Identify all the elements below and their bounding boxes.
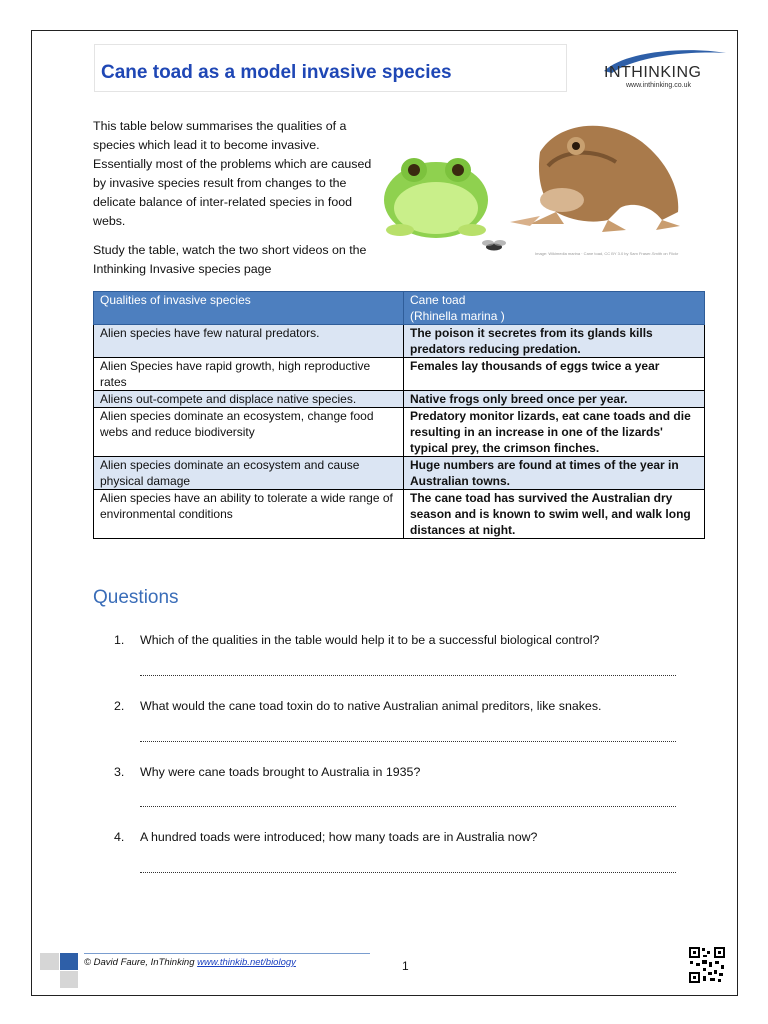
cane-toad-cell: Females lay thousands of eggs twice a year bbox=[404, 358, 705, 391]
question-number: 1. bbox=[114, 633, 125, 647]
invasive-qualities-table bbox=[93, 291, 705, 539]
quality-cell: Alien species dominate an ecosystem and cause physical damage bbox=[94, 457, 404, 490]
question-text: A hundred toads were introduced; how many toads are in Australia now? bbox=[140, 830, 538, 844]
question-number: 4. bbox=[114, 830, 125, 844]
quality-cell: Alien species have an ability to tolerate a wide range of environmental conditions bbox=[94, 490, 404, 539]
footer-decor-square bbox=[40, 953, 59, 970]
table-row bbox=[94, 408, 705, 457]
table-row bbox=[94, 391, 705, 408]
thinkib-link[interactable]: www.thinkib.net/biology bbox=[197, 957, 296, 968]
cane-toad-cell: The cane toad has survived the Australian dry season and is known to swim well, and walk long distances at night. bbox=[404, 490, 705, 539]
questions-heading: Questions bbox=[93, 587, 179, 608]
intro-instructions: Study the table, watch the two short videos on the Inthinking Invasive species page bbox=[93, 243, 367, 276]
table-header-qualities: Qualities of invasive species bbox=[94, 292, 404, 325]
answer-line[interactable] bbox=[140, 740, 676, 742]
footer-copyright bbox=[84, 957, 296, 968]
table-row bbox=[94, 358, 705, 391]
page-number: 1 bbox=[402, 959, 409, 973]
footer-decor-square bbox=[60, 953, 78, 970]
copyright-text: © David Faure, InThinking bbox=[84, 957, 195, 968]
answer-line[interactable] bbox=[140, 674, 676, 676]
cane-toad-cell: Predatory monitor lizards, eat cane toads and die resulting in an increase in one of the lizards' typical prey, the crimson finches. bbox=[404, 408, 705, 457]
question-number: 3. bbox=[114, 765, 125, 779]
question-number: 2. bbox=[114, 699, 125, 713]
table-header-cane-toad bbox=[404, 292, 705, 325]
answer-line[interactable] bbox=[140, 805, 676, 807]
question-text: What would the cane toad toxin do to native Australian animal preditors, like snakes. bbox=[140, 699, 602, 713]
logo-url: www.inthinking.co.uk bbox=[626, 82, 691, 89]
logo-wordmark: INTHINKING bbox=[604, 64, 702, 81]
question-text: Why were cane toads brought to Australia in 1935? bbox=[140, 765, 421, 779]
question-item bbox=[114, 830, 537, 844]
cane-toad-cell: Native frogs only breed once per year. bbox=[404, 391, 705, 408]
green-frog-icon bbox=[384, 158, 488, 238]
table-row bbox=[94, 325, 705, 358]
footer-divider bbox=[84, 953, 370, 954]
page-title: Cane toad as a model invasive species bbox=[101, 62, 452, 83]
header-cane-toad-title: Cane toad bbox=[410, 293, 466, 307]
table-header-row bbox=[94, 292, 705, 325]
footer-decor-square bbox=[60, 971, 78, 988]
question-text: Which of the qualities in the table would help it to be a successful biological control? bbox=[140, 633, 600, 647]
cane-toad-cell: Huge numbers are found at times of the year in Australian towns. bbox=[404, 457, 705, 490]
quality-cell: Alien Species have rapid growth, high reproductive rates bbox=[94, 358, 404, 391]
quality-cell: Aliens out-compete and displace native species. bbox=[94, 391, 404, 408]
question-item bbox=[114, 699, 601, 713]
table-row bbox=[94, 457, 705, 490]
qr-code-icon bbox=[688, 946, 726, 984]
header-cane-toad-scientific: (Rhinella marina ) bbox=[410, 309, 505, 323]
quality-cell: Alien species have few natural predators. bbox=[94, 325, 404, 358]
table-row bbox=[94, 490, 705, 539]
title-box bbox=[94, 44, 567, 92]
answer-line[interactable] bbox=[140, 871, 676, 873]
cane-toad-cell: The poison it secretes from its glands kills predators reducing predation. bbox=[404, 325, 705, 358]
fly-icon bbox=[482, 240, 506, 251]
question-item bbox=[114, 633, 599, 647]
image-credit: Image: Wikimedia marina · Cane toad, CC BY 3.0 by Sam Fraser-Smith on Flickr bbox=[535, 251, 679, 256]
quality-cell: Alien species dominate an ecosystem, change food webs and reduce biodiversity bbox=[94, 408, 404, 457]
intro-paragraph: This table below summarises the qualities of a species which lead it to become invasive. Essentially most of the problems which are caused by invasive species result from changes to the delicate balance of inter-related species in food webs. bbox=[93, 119, 372, 228]
question-item bbox=[114, 765, 420, 779]
cane-toad-icon bbox=[510, 126, 680, 232]
frog-and-toad-photo bbox=[380, 112, 700, 262]
